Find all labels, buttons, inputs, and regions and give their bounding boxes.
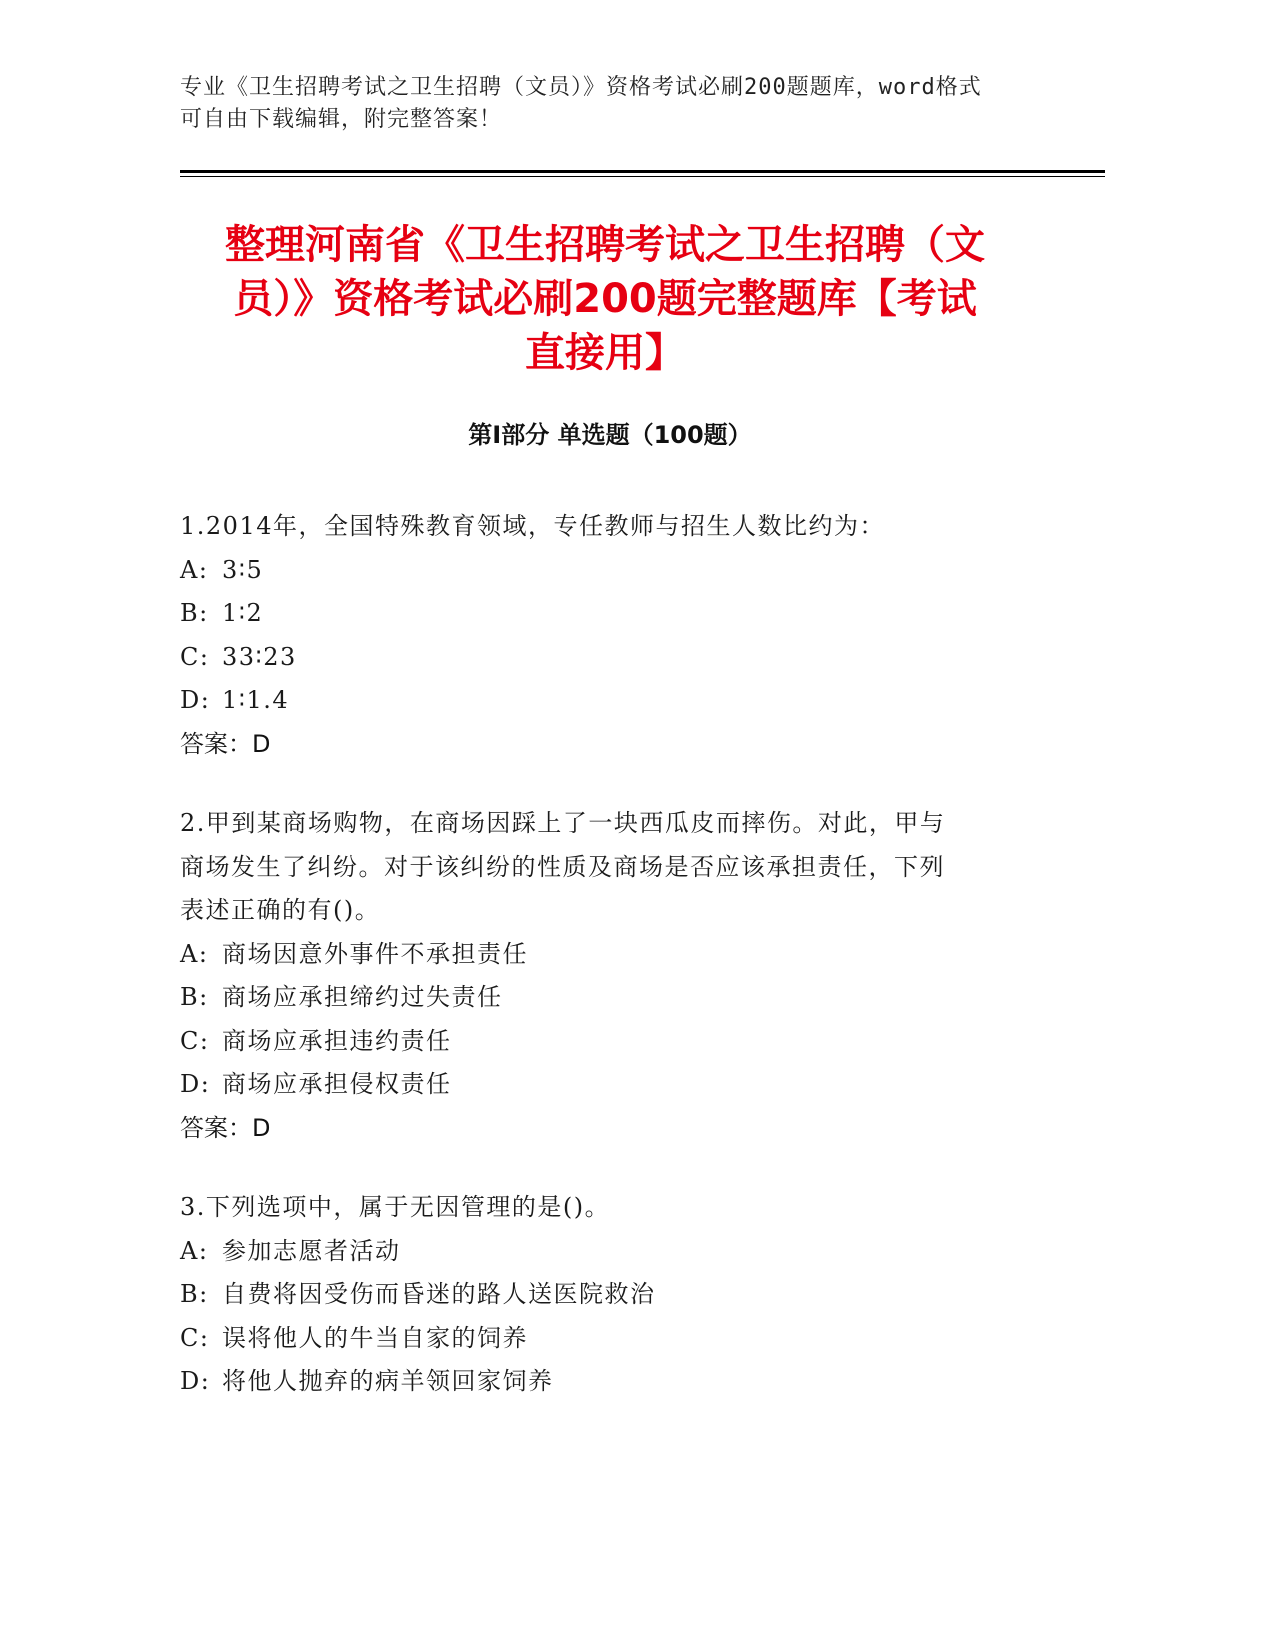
- section-title: 第Ⅰ部分 单选题（100题）: [468, 421, 752, 449]
- question-stem-line: 3.下列选项中，属于无因管理的是()。: [180, 1193, 611, 1221]
- question-stem-line: 1.2014年，全国特殊教育领域，专任教师与招生人数比约为：: [180, 512, 885, 540]
- option-text: 参加志愿者活动: [222, 1236, 401, 1265]
- document-title-line-3: 直接用】: [525, 330, 685, 376]
- document-title: [170, 218, 1040, 380]
- option-label: A:: [180, 939, 209, 968]
- option-d: [180, 679, 1060, 723]
- answer: 答案：D: [180, 729, 271, 758]
- option-text: 误将他人的牛当自家的饲养: [222, 1323, 528, 1352]
- header-note-line-2: 可自由下载编辑，附完整答案！: [180, 107, 503, 132]
- header-rule-thin: [180, 176, 1105, 177]
- option-d: [180, 1063, 1060, 1107]
- question-stem-line: 2.甲到某商场购物，在商场因踩上了一块西瓜皮而摔伤。对此，甲与: [180, 809, 946, 837]
- header-note-line-1: 专业《卫生招聘考试之卫生招聘（文员）》资格考试必刷200题题库，word格式: [180, 75, 982, 100]
- option-text: 商场因意外事件不承担责任: [222, 939, 528, 968]
- option-b: [180, 1273, 1060, 1317]
- option-label: B:: [180, 983, 209, 1011]
- option-a: [180, 1230, 1060, 1274]
- option-text: 商场应承担缔约过失责任: [222, 983, 503, 1011]
- question-list: [180, 505, 1060, 1440]
- question-2: [180, 802, 1060, 1150]
- question-1: [180, 505, 1060, 766]
- option-text: 将他人抛弃的病羊领回家饲养: [222, 1367, 554, 1395]
- option-a: [180, 549, 1060, 593]
- option-label: C:: [180, 1323, 210, 1352]
- question-stem: [180, 802, 1060, 933]
- option-label: D:: [180, 1070, 211, 1098]
- option-text: 3∶5: [222, 555, 264, 584]
- option-c: [180, 636, 1060, 680]
- option-c: [180, 1020, 1060, 1064]
- option-text: 商场应承担违约责任: [222, 1026, 452, 1055]
- option-label: C:: [180, 1026, 210, 1055]
- question-stem-line: 表述正确的有()。: [180, 896, 381, 924]
- option-d: [180, 1360, 1060, 1404]
- option-label: B:: [180, 1280, 209, 1308]
- question-stem-line: 商场发生了纠纷。对于该纠纷的性质及商场是否应该承担责任，下列: [180, 852, 945, 881]
- option-b: [180, 976, 1060, 1020]
- option-c: [180, 1317, 1060, 1361]
- header-rule-thick: [180, 170, 1105, 173]
- option-text: 1∶2: [222, 599, 264, 627]
- option-text: 33∶23: [222, 642, 297, 671]
- document-title-line-1: 整理河南省《卫生招聘考试之卫生招聘（文: [225, 222, 985, 268]
- option-label: D:: [180, 686, 211, 714]
- header-note: [180, 72, 1040, 136]
- option-text: 自费将因受伤而昏迷的路人送医院救治: [222, 1280, 656, 1308]
- option-label: C:: [180, 642, 210, 671]
- option-text: 1∶1.4: [222, 686, 290, 714]
- option-text: 商场应承担侵权责任: [222, 1070, 452, 1098]
- question-stem: [180, 505, 1060, 549]
- option-label: A:: [180, 555, 209, 584]
- option-b: [180, 592, 1060, 636]
- option-a: [180, 933, 1060, 977]
- option-label: D:: [180, 1367, 211, 1395]
- document-title-line-2: 员）》资格考试必刷200题完整题库【考试: [233, 276, 977, 322]
- question-stem: [180, 1186, 1060, 1230]
- option-label: B:: [180, 599, 209, 627]
- answer: 答案：D: [180, 1113, 271, 1142]
- question-3: [180, 1186, 1060, 1404]
- option-label: A:: [180, 1236, 209, 1265]
